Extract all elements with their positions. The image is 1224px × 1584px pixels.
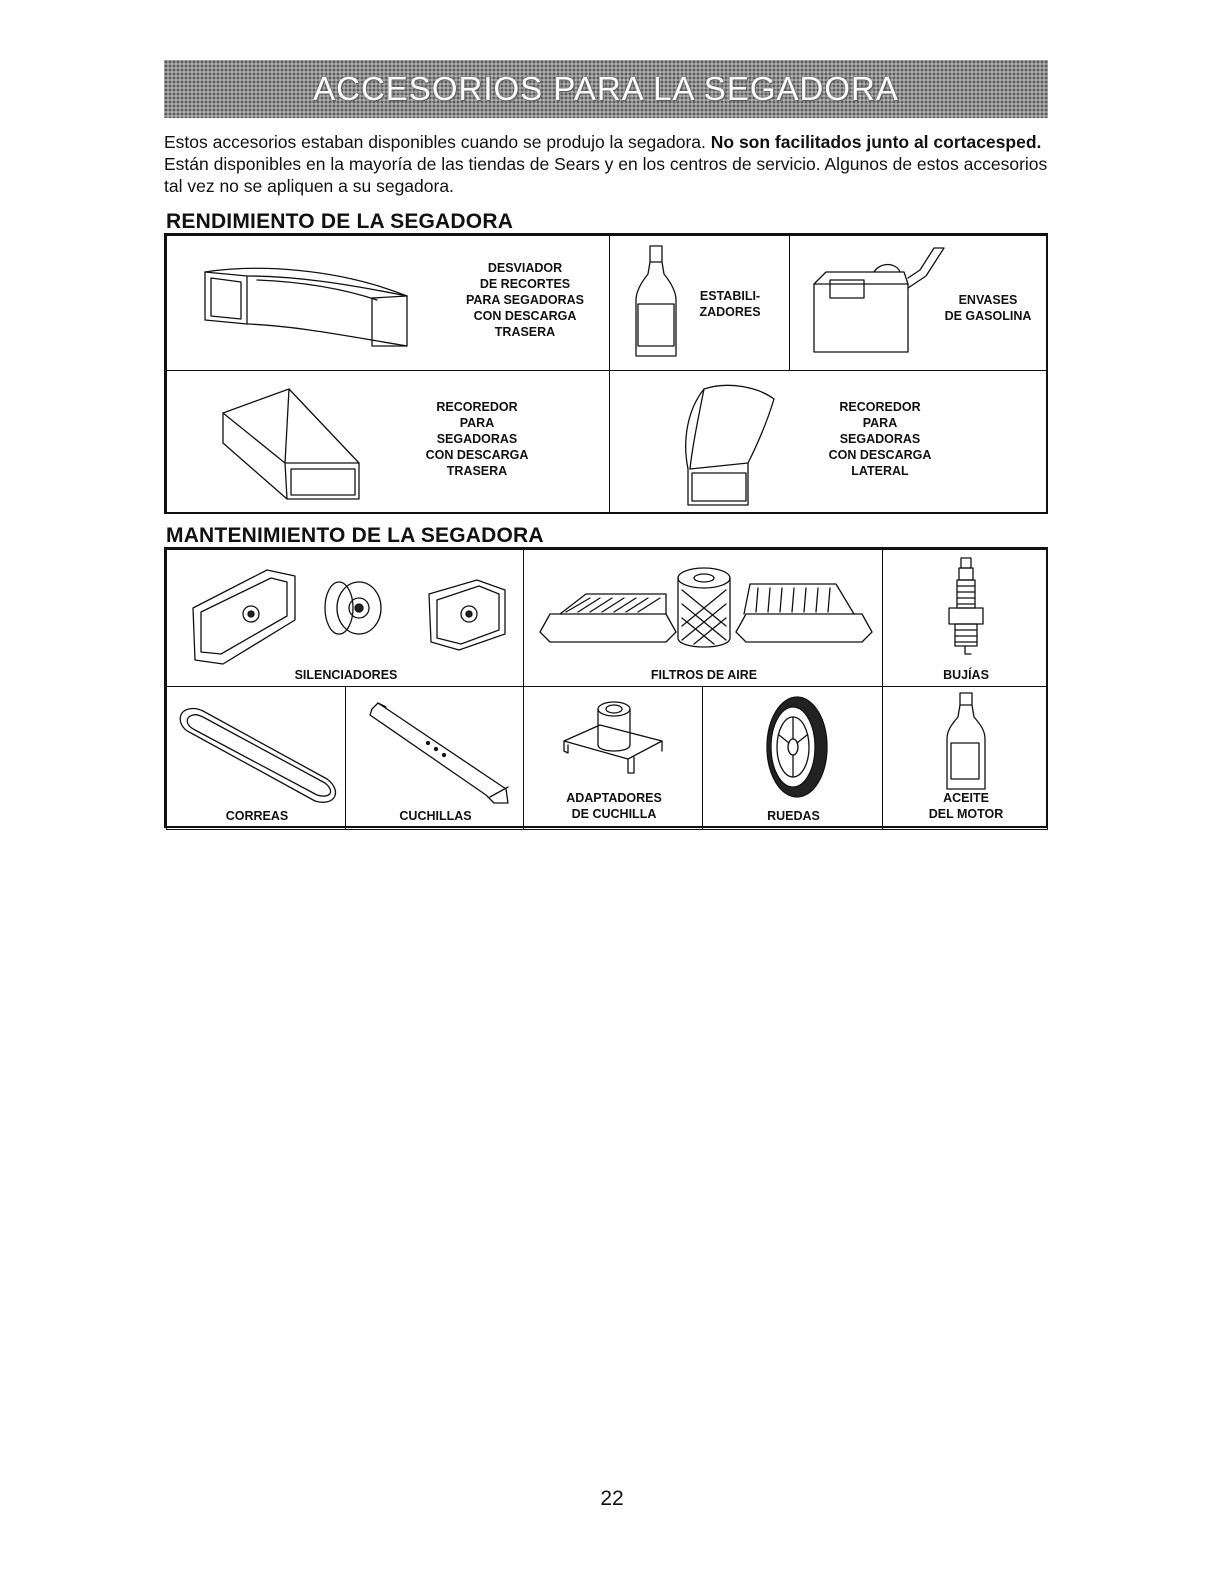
rear-bagger-illustration	[219, 383, 369, 501]
spark-plugs-label: BUJÍAS	[943, 668, 989, 682]
oil-cell	[882, 686, 1048, 830]
intro-text-1: Estos accesorios estaban disponibles cuando se produjo la segadora.	[164, 132, 711, 152]
performance-grid	[164, 233, 1048, 514]
rear-bagger-cell	[166, 370, 610, 514]
deflector-label: DESVIADOR DE RECORTES PARA SEGADORAS CON DESCARGA TRASERA	[465, 261, 585, 339]
blade-adapter-illustration	[558, 695, 668, 785]
intro-bold: No son facilitados junto al cortacesped.	[710, 132, 1042, 152]
deflector-illustration	[197, 254, 417, 354]
spark-plugs-cell	[882, 549, 1048, 687]
blades-cell	[345, 686, 524, 830]
mufflers-label: SILENCIADORES	[294, 668, 398, 682]
wheels-cell	[702, 686, 883, 830]
gas-can-label: ENVASES DE GASOLINA	[944, 293, 1032, 323]
stabilizer-cell	[609, 235, 790, 371]
gas-can-cell	[789, 235, 1047, 371]
maintenance-title: MANTENIMIENTO DE LA SEGADORA	[166, 524, 580, 550]
rear-bagger-label: RECOREDOR PARA SEGADORAS CON DESCARGA TRASERA	[425, 400, 529, 478]
belts-cell	[166, 686, 346, 830]
air-filters-label: FILTROS DE AIRE	[650, 668, 758, 682]
blades-label: CUCHILLAS	[399, 809, 472, 823]
page-number: 22	[600, 1487, 624, 1510]
intro-paragraph	[164, 131, 1048, 197]
belts-label: CORREAS	[225, 809, 289, 823]
belt-illustration	[175, 703, 343, 803]
stabilizer-bottle-icon	[628, 244, 688, 364]
oil-bottle-icon	[943, 693, 989, 793]
blade-illustration	[366, 699, 516, 804]
oil-label: ACEITE DEL MOTOR	[928, 791, 1004, 821]
air-filters-cell	[523, 549, 883, 687]
stabilizer-label: ESTABILI- ZADORES	[699, 289, 761, 319]
mufflers-cell	[166, 549, 524, 687]
side-bagger-label: RECOREDOR PARA SEGADORAS CON DESCARGA LATERAL	[828, 400, 932, 478]
banner-title: ACCESORIOS PARA LA SEGADORA	[313, 70, 899, 107]
performance-title: RENDIMIENTO DE LA SEGADORA	[166, 210, 558, 236]
wheel-icon	[759, 695, 829, 805]
side-bagger-illustration	[678, 379, 778, 505]
spark-plug-icon	[943, 558, 989, 663]
mufflers-illustration	[187, 564, 517, 669]
intro-text-2: Están disponibles en la mayoría de las tiendas de Sears y en los centros de servicio. Algunos de estos accesorios tal vez no se apliquen a su segadora.	[164, 154, 1048, 196]
deflector-cell	[166, 235, 610, 371]
side-bagger-cell	[609, 370, 1047, 514]
air-filters-illustration	[536, 564, 876, 664]
adapters-label: ADAPTADORES DE CUCHILLA	[566, 791, 662, 821]
maintenance-grid	[164, 547, 1048, 828]
gas-can-icon	[804, 248, 944, 363]
page-banner	[164, 60, 1048, 118]
adapters-cell	[523, 686, 703, 830]
wheels-label: RUEDAS	[767, 809, 820, 823]
